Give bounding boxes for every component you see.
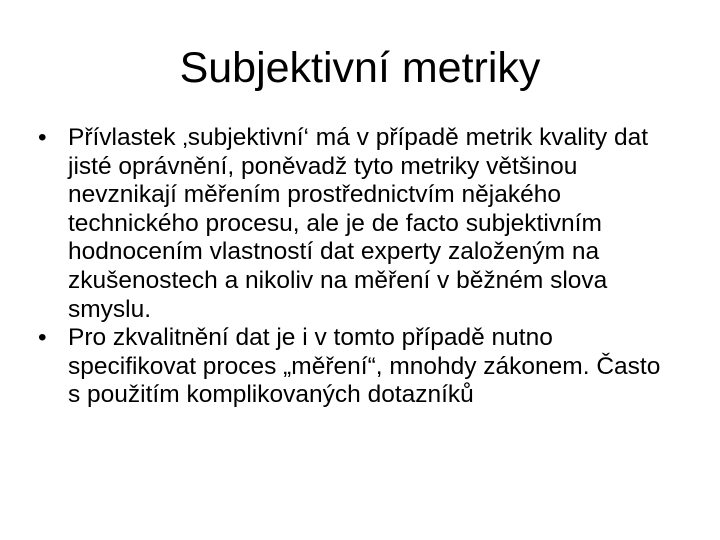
bullet-text: Pro zkvalitnění dat je i v tomto případě nutno specifikovat proces „měření“, mnohdy zákonem. Často s použitím komplikovaných dotazníků [68, 324, 661, 409]
bullet-item [38, 124, 678, 324]
bullet-list [38, 124, 678, 410]
bullet-marker: • [38, 124, 47, 151]
bullet-marker: • [38, 324, 47, 352]
bullet-text: Přívlastek ‚subjektivní‘ má v případě metrik kvality dat jisté oprávnění, poněvadž tyto metriky většinou nevznikají měřením prostřednictvím nějakého technického procesu, ale je de facto subjektivním hodnocením vlastností dat experty založeným na zkušenostech a nikoliv na měření v běžném slova smyslu. [68, 124, 649, 323]
slide-title: Subjektivní metriky [179, 44, 541, 92]
bullet-item [38, 324, 678, 410]
